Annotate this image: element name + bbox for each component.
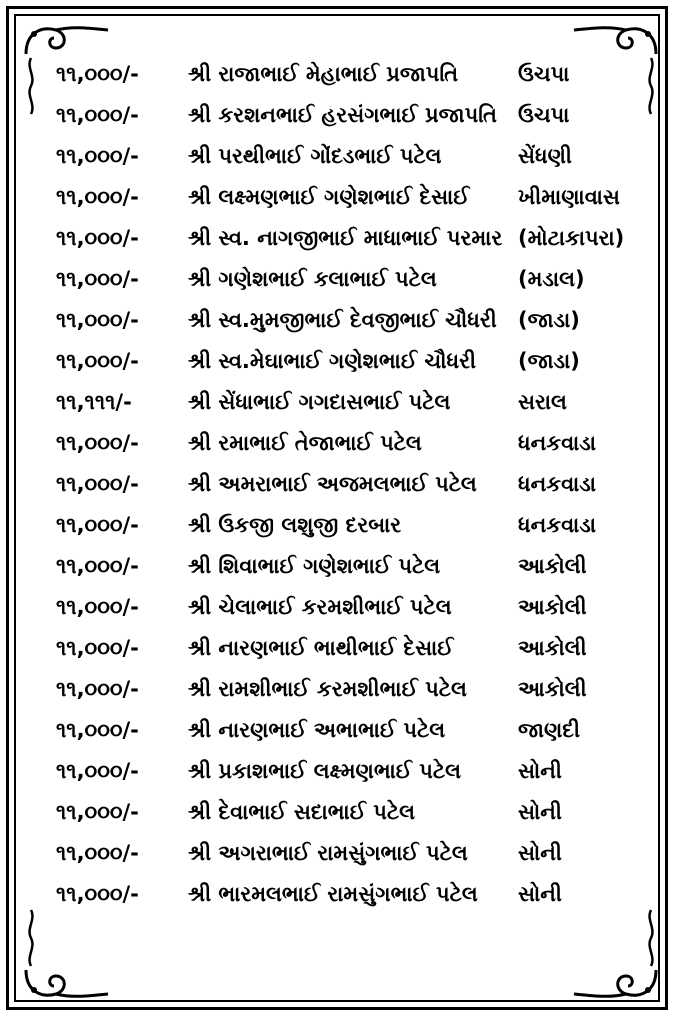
donation-amount: ૧૧,૦૦૦/- (56, 513, 139, 537)
donor-village: સોની (518, 800, 562, 824)
donor-name: શ્રી ચેલાભાઈ કરમશીભાઈ પટેલ (188, 595, 452, 619)
donor-name: શ્રી ભારમલભાઈ રામસુંગભાઈ પટેલ (188, 882, 478, 906)
donor-row (56, 628, 656, 669)
donor-name: શ્રી સ્વ.મેઘાભાઈ ગણેશભાઈ ચૌધરી (188, 349, 476, 373)
donation-amount: ૧૧,૦૦૦/- (56, 472, 139, 496)
donation-amount: ૧૧,૦૦૦/- (56, 308, 139, 332)
donor-name: શ્રી સ્વ.મુમજીભાઈ દેવજીભાઈ ચૌધરી (188, 308, 497, 332)
donor-village: (જાડા) (518, 349, 580, 373)
donor-name: શ્રી સેંધાભાઈ ગગદાસભાઈ પટેલ (188, 390, 451, 414)
donation-amount: ૧૧,૦૦૦/- (56, 882, 139, 906)
donor-name: શ્રી નારણભાઈ ભાથીભાઈ દેસાઈ (188, 636, 454, 660)
donor-village: (જાડા) (518, 308, 580, 332)
donor-village: ધનકવાડા (518, 513, 596, 537)
donation-amount: ૧૧,૦૦૦/- (56, 62, 139, 86)
donation-amount: ૧૧,૦૦૦/- (56, 595, 139, 619)
scroll-side-icon (24, 56, 38, 116)
donor-village: ઉચપા (518, 62, 570, 86)
donor-row (56, 874, 656, 915)
donor-name: શ્રી પરથીભાઈ ગોંદડભાઈ પટેલ (188, 144, 442, 168)
donation-amount: ૧૧,૦૦૦/- (56, 185, 139, 209)
donor-name: શ્રી ઉકજી લશુજી દરબાર (188, 513, 402, 537)
donor-name: શ્રી અગરાભાઈ રામસુંગભાઈ પટેલ (188, 841, 468, 865)
donor-village: સેંધણી (518, 144, 572, 168)
scroll-side-icon (644, 908, 658, 968)
donor-village: આકોલી (518, 595, 587, 619)
donor-name: શ્રી કરશનભાઈ હરસંગભાઈ પ્રજાપતિ (188, 103, 497, 127)
donor-name: શ્રી ગણેશભાઈ કલાભાઈ પટેલ (188, 267, 437, 291)
donation-amount: ૧૧,૦૦૦/- (56, 759, 139, 783)
donor-village: આકોલી (518, 554, 587, 578)
donor-row (56, 382, 656, 423)
donation-amount: ૧૧,૦૦૦/- (56, 554, 139, 578)
donor-row (56, 54, 656, 95)
donor-village: આકોલી (518, 677, 587, 701)
donor-village: (મડાલ) (518, 267, 585, 291)
donor-row (56, 95, 656, 136)
donor-row (56, 136, 656, 177)
donor-row (56, 751, 656, 792)
donor-list (56, 54, 656, 915)
donor-village: ધનકવાડા (518, 431, 596, 455)
scroll-corner-icon (22, 22, 112, 58)
donation-amount: ૧૧,૦૦૦/- (56, 103, 139, 127)
donor-row (56, 218, 656, 259)
donor-row (56, 792, 656, 833)
donor-village: ઉચપા (518, 103, 570, 127)
donor-village: સરાલ (518, 390, 567, 414)
donation-amount: ૧૧,૧૧૧/- (56, 390, 132, 414)
donor-village: સોની (518, 759, 562, 783)
scroll-corner-icon (570, 22, 660, 58)
donor-row (56, 177, 656, 218)
donation-amount: ૧૧,૦૦૦/- (56, 349, 139, 373)
donor-name: શ્રી રમાભાઈ તેજાભાઈ પટેલ (188, 431, 422, 455)
donation-amount: ૧૧,૦૦૦/- (56, 226, 139, 250)
donation-amount: ૧૧,૦૦૦/- (56, 431, 139, 455)
donor-village: (મોટાકાપરા) (518, 226, 625, 250)
donor-row (56, 587, 656, 628)
donor-village: આકોલી (518, 636, 587, 660)
donor-village: જાણદી (518, 718, 581, 742)
donation-amount: ૧૧,૦૦૦/- (56, 841, 139, 865)
donor-name: શ્રી નારણભાઈ અભાભાઈ પટેલ (188, 718, 446, 742)
donor-name: શ્રી લક્ષ્મણભાઈ ગણેશભાઈ દેસાઈ (188, 185, 470, 209)
donor-name: શ્રી રાજાભાઈ મેહાભાઈ પ્રજાપતિ (188, 62, 459, 86)
donor-row (56, 259, 656, 300)
donor-name: શ્રી શિવાભાઈ ગણેશભાઈ પટેલ (188, 554, 441, 578)
donation-amount: ૧૧,૦૦૦/- (56, 677, 139, 701)
scroll-side-icon (24, 908, 38, 968)
donor-name: શ્રી પ્રકાશભાઈ લક્ષ્મણભાઈ પટેલ (188, 759, 462, 783)
donation-amount: ૧૧,૦૦૦/- (56, 267, 139, 291)
donor-name: શ્રી રામશીભાઈ કરમશીભાઈ પટેલ (188, 677, 467, 701)
donation-amount: ૧૧,૦૦૦/- (56, 800, 139, 824)
donor-village: સોની (518, 841, 562, 865)
donor-row (56, 464, 656, 505)
donor-row (56, 833, 656, 874)
donor-row (56, 669, 656, 710)
donor-village: સોની (518, 882, 562, 906)
donor-row (56, 423, 656, 464)
donor-name: શ્રી દેવાભાઈ સદાભાઈ પટેલ (188, 800, 415, 824)
donor-row (56, 546, 656, 587)
donor-village: ધનકવાડા (518, 472, 596, 496)
donor-village: ખીમાણાવાસ (518, 185, 620, 209)
donor-row (56, 341, 656, 382)
donor-name: શ્રી અમરાભાઈ અજમલભાઈ પટેલ (188, 472, 477, 496)
scroll-corner-icon (22, 966, 112, 1002)
donation-amount: ૧૧,૦૦૦/- (56, 636, 139, 660)
donation-amount: ૧૧,૦૦૦/- (56, 718, 139, 742)
donor-row (56, 710, 656, 751)
donor-row (56, 505, 656, 546)
donor-row (56, 300, 656, 341)
donor-name: શ્રી સ્વ. નાગજીભાઈ માધાભાઈ પરમાર (188, 226, 503, 250)
scroll-corner-icon (570, 966, 660, 1002)
donation-amount: ૧૧,૦૦૦/- (56, 144, 139, 168)
